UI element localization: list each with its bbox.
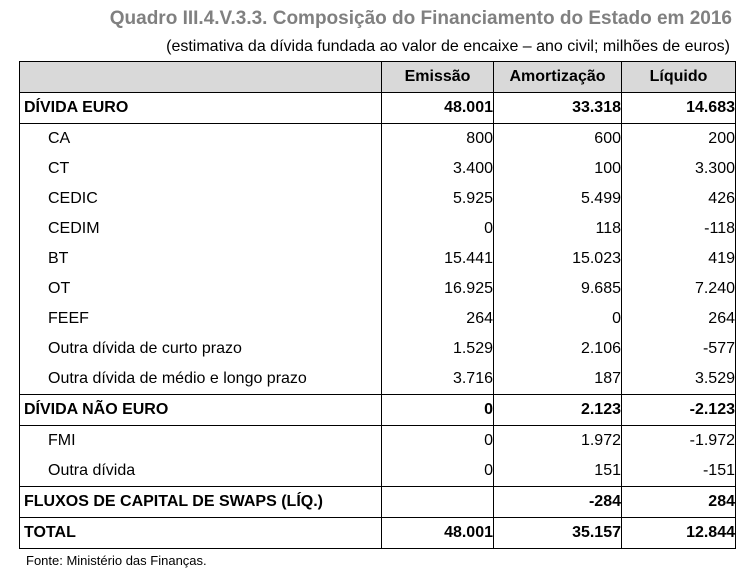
row-label: FMI [20, 426, 382, 457]
table-row [20, 124, 736, 155]
liquido-value: 14.683 [622, 93, 736, 124]
header-liquido: Líquido [622, 62, 736, 93]
header-amortizacao: Amortização [494, 62, 622, 93]
emissao-value: 0 [382, 395, 494, 426]
table-row [20, 456, 736, 487]
table-row [20, 154, 736, 184]
emissao-value: 264 [382, 304, 494, 334]
emissao-value: 0 [382, 214, 494, 244]
emissao-value: 5.925 [382, 184, 494, 214]
emissao-value: 15.441 [382, 244, 494, 274]
table-row [20, 274, 736, 304]
row-label: DÍVIDA EURO [20, 93, 382, 124]
header-blank-cell [20, 62, 382, 93]
liquido-value: 419 [622, 244, 736, 274]
table-row [20, 184, 736, 214]
row-label: TOTAL [20, 518, 382, 549]
row-label: CT [20, 154, 382, 184]
row-label: BT [20, 244, 382, 274]
liquido-value: 284 [622, 487, 736, 518]
liquido-value: -577 [622, 334, 736, 364]
emissao-value: 0 [382, 456, 494, 487]
row-label: FLUXOS DE CAPITAL DE SWAPS (LÍQ.) [20, 487, 382, 518]
table-row [20, 395, 736, 426]
amortizacao-value: 35.157 [494, 518, 622, 549]
liquido-value: 264 [622, 304, 736, 334]
row-label: CEDIC [20, 184, 382, 214]
financing-table [19, 61, 736, 549]
row-label: Outra dívida de curto prazo [20, 334, 382, 364]
table-row [20, 244, 736, 274]
emissao-value: 3.400 [382, 154, 494, 184]
table-subtitle: (estimativa da dívida fundada ao valor de encaixe – ano civil; milhões de euros) [166, 38, 730, 55]
liquido-value: -1.972 [622, 426, 736, 457]
table-row [20, 214, 736, 244]
amortizacao-value: 2.106 [494, 334, 622, 364]
table-row [20, 364, 736, 395]
liquido-value: 426 [622, 184, 736, 214]
liquido-value: 12.844 [622, 518, 736, 549]
liquido-value: -2.123 [622, 395, 736, 426]
liquido-value: 7.240 [622, 274, 736, 304]
row-label: Outra dívida de médio e longo prazo [20, 364, 382, 395]
emissao-value: 48.001 [382, 93, 494, 124]
table-row [20, 334, 736, 364]
row-label: CA [20, 124, 382, 155]
emissao-value: 48.001 [382, 518, 494, 549]
liquido-value: -151 [622, 456, 736, 487]
amortizacao-value: 9.685 [494, 274, 622, 304]
total-row [20, 518, 736, 549]
liquido-value: 200 [622, 124, 736, 155]
amortizacao-value: 187 [494, 364, 622, 395]
header-emissao: Emissão [382, 62, 494, 93]
amortizacao-value: 5.499 [494, 184, 622, 214]
amortizacao-value: 33.318 [494, 93, 622, 124]
amortizacao-value: 0 [494, 304, 622, 334]
emissao-value: 800 [382, 124, 494, 155]
amortizacao-value: 2.123 [494, 395, 622, 426]
table-row [20, 93, 736, 124]
amortizacao-value: 15.023 [494, 244, 622, 274]
table-row [20, 426, 736, 457]
liquido-value: -118 [622, 214, 736, 244]
row-label: OT [20, 274, 382, 304]
table-row [20, 304, 736, 334]
liquido-value: 3.529 [622, 364, 736, 395]
emissao-value: 0 [382, 426, 494, 457]
row-label: CEDIM [20, 214, 382, 244]
amortizacao-value: 118 [494, 214, 622, 244]
amortizacao-value: -284 [494, 487, 622, 518]
emissao-value [382, 487, 494, 518]
table-title: Quadro III.4.V.3.3. Composição do Financiamento do Estado em 2016 [109, 8, 732, 29]
row-label: Outra dívida [20, 456, 382, 487]
header-row [20, 62, 736, 93]
row-label: DÍVIDA NÃO EURO [20, 395, 382, 426]
amortizacao-value: 600 [494, 124, 622, 155]
amortizacao-value: 151 [494, 456, 622, 487]
table-row [20, 487, 736, 518]
emissao-value: 1.529 [382, 334, 494, 364]
source-note: Fonte: Ministério das Finanças. [26, 553, 207, 568]
liquido-value: 3.300 [622, 154, 736, 184]
emissao-value: 3.716 [382, 364, 494, 395]
amortizacao-value: 1.972 [494, 426, 622, 457]
row-label: FEEF [20, 304, 382, 334]
emissao-value: 16.925 [382, 274, 494, 304]
amortizacao-value: 100 [494, 154, 622, 184]
